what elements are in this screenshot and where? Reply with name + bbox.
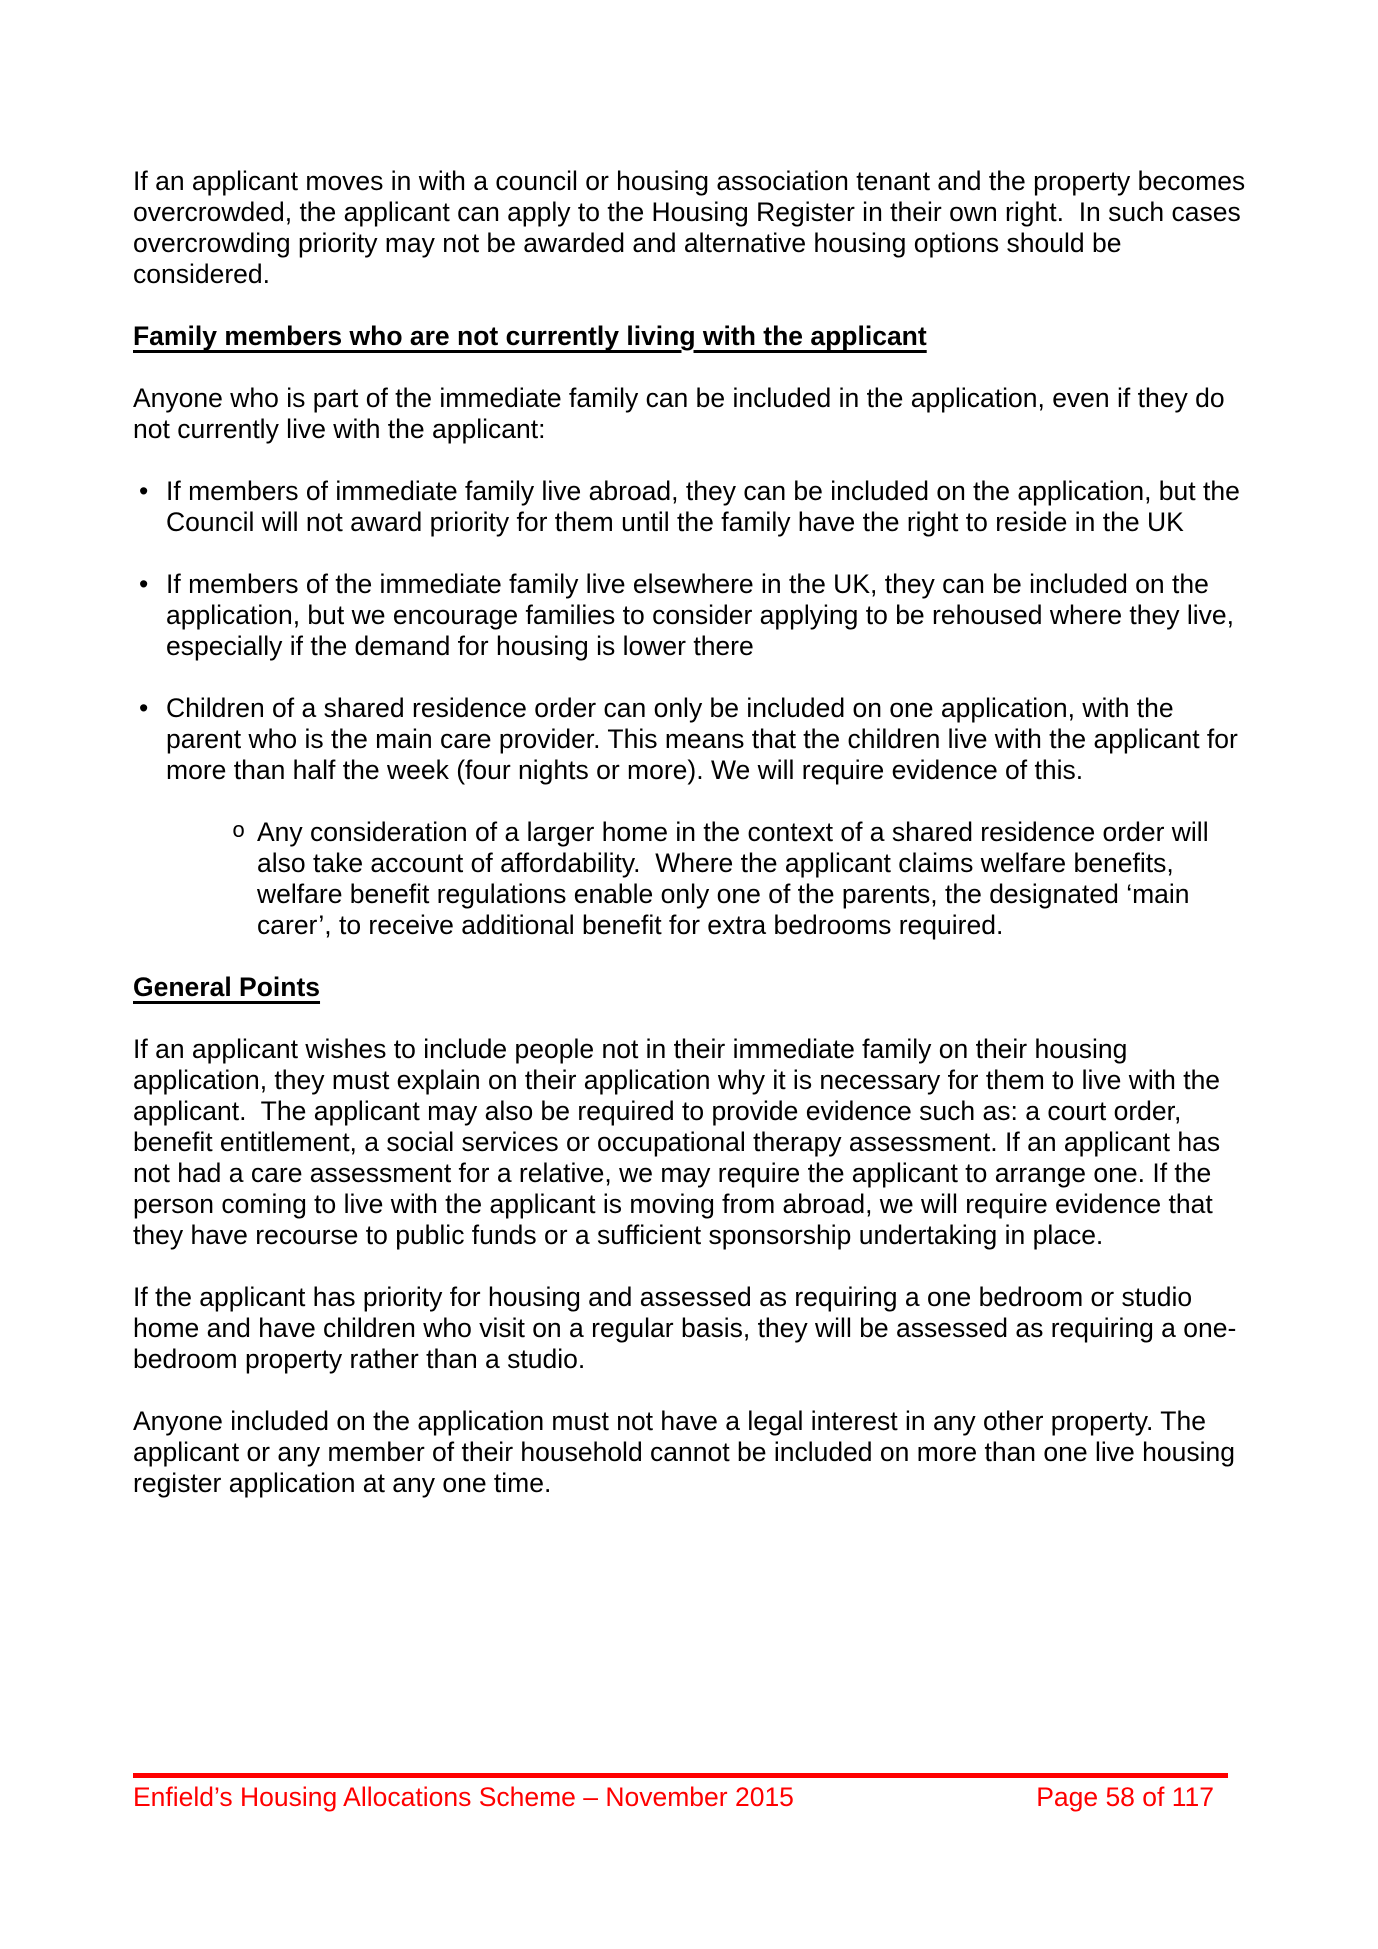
bullet-marker: • bbox=[139, 476, 149, 506]
bullet-text: If members of the immediate family live elsewhere in the UK, they can be included on the application, but we encourage families to consider applying to be rehoused where they live, especially if the demand for housing is lower there bbox=[166, 569, 1242, 661]
bullet-text: If members of immediate family live abroad, they can be included on the application, but the Council will not award priority for them until the family have the right to reside in the UK bbox=[166, 476, 1248, 537]
paragraph-overcrowding: If an applicant moves in with a council or housing association tenant and the property becomes overcrowded, the applicant can apply to the Housing Register in their own right. In such cases overcrowding priority may not be awarded and alternative housing options should be considered. bbox=[133, 166, 1253, 289]
section-heading-family-members: Family members who are not currently living with the applicant bbox=[133, 321, 927, 351]
document-body bbox=[133, 166, 1253, 1530]
bullet-item-family-elsewhere-uk bbox=[133, 569, 1249, 662]
footer-document-title: Enfield’s Housing Allocations Scheme – November 2015 bbox=[133, 1782, 794, 1812]
page-footer bbox=[133, 1773, 1228, 1813]
sub-bullet-marker: o bbox=[232, 819, 246, 844]
paragraph-immediate-family-intro: Anyone who is part of the immediate family can be included in the application, even if they do not currently live with the applicant: bbox=[133, 383, 1232, 444]
paragraph-one-bedroom-or-studio: If the applicant has priority for housing and assessed as requiring a one bedroom or studio home and have children who visit on a regular basis, they will be assessed as requiring a one-bedroom property rather than a studio. bbox=[133, 1282, 1237, 1374]
sub-bullet-text: Any consideration of a larger home in the context of a shared residence order will also take account of affordability. Where the applicant claims welfare benefits, welfare benefit regulations enable only one of the parents, the designated ‘main carer’, to receive additional benefit for extra bedrooms required. bbox=[257, 817, 1216, 940]
bullet-marker: • bbox=[139, 569, 149, 599]
paragraph-include-non-immediate-family: If an applicant wishes to include people not in their immediate family on their housing application, they must explain on their application why it is necessary for them to live with the applicant. The applicant may also be required to provide evidence such as: a court order, benefit entitlement, a social services or occupational therapy assessment. If an applicant has not had a care assessment for a relative, we may require the applicant to arrange one. If the person coming to live with the applicant is moving from abroad, we will require evidence that they have recourse to public funds or a sufficient sponsorship undertaking in place. bbox=[133, 1034, 1228, 1250]
bullet-item-family-abroad bbox=[133, 476, 1249, 538]
section-heading-general-points: General Points bbox=[133, 972, 321, 1002]
bullet-marker: • bbox=[139, 693, 149, 723]
sub-bullet-item-larger-home bbox=[133, 817, 1249, 941]
bullet-text: Children of a shared residence order can only be included on one application, with the parent who is the main care provider. This means that the children live with the applicant for more than half the week (four nights or more). We will require evidence of this. bbox=[166, 693, 1246, 785]
bullet-item-shared-residence-children bbox=[133, 693, 1249, 786]
paragraph-legal-interest: Anyone included on the application must not have a legal interest in any other property. The applicant or any member of their household cannot be included on more than one live housing register application at any one time. bbox=[133, 1406, 1243, 1498]
footer-page-number: Page 58 of 117 bbox=[1036, 1782, 1214, 1812]
